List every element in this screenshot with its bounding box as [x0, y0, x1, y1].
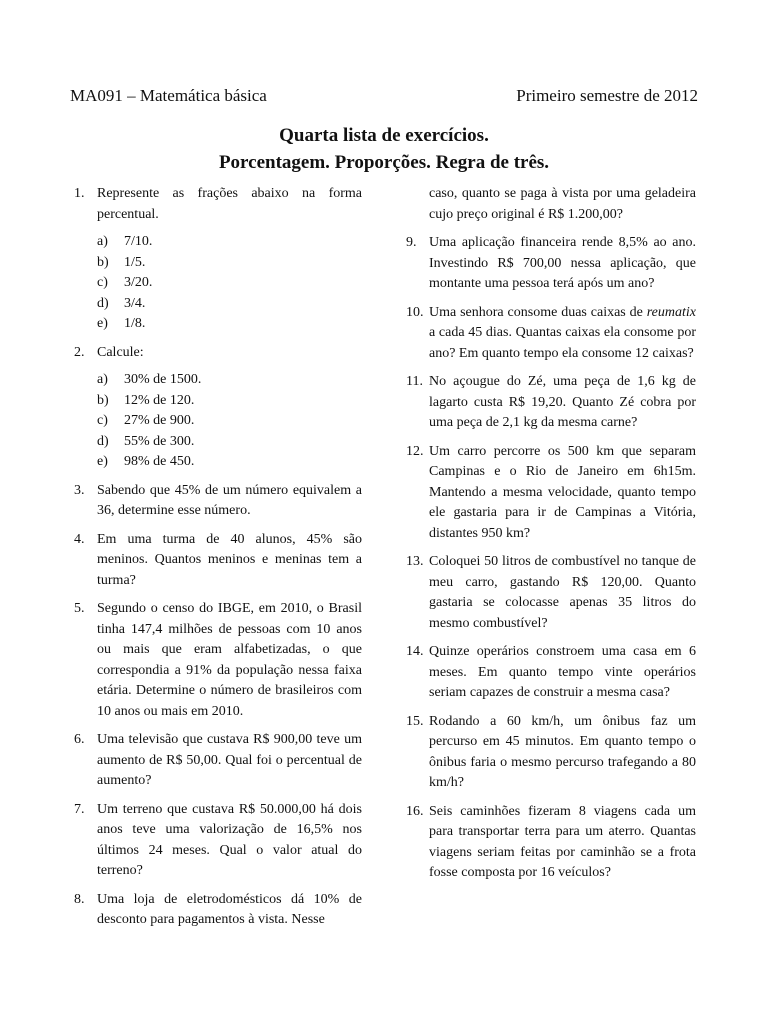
- exercise-6: [74, 730, 362, 792]
- exercise-number: 4.: [74, 531, 85, 547]
- exercise-14: [406, 642, 696, 704]
- sub-item: d) 3/4.: [97, 295, 146, 311]
- exercise-text: Uma aplicação financeira rende 8,5% ao ano. Investindo R$ 700,00 nessa aplicação, que montante uma pessoa terá após um ano?: [429, 235, 696, 291]
- exercise-number: 1.: [74, 186, 85, 201]
- sub-list: [97, 232, 362, 335]
- exercise-2: [74, 343, 362, 473]
- exercise-text: Em uma turma de 40 alunos, 45% são meninos. Quantos meninos e meninas tem a turma?: [97, 531, 362, 588]
- sub-item: a) 30% de 1500.: [97, 372, 202, 387]
- exercise-text: Seis caminhões fizeram 8 viagens cada um para transportar terra para um aterro. Quantas viagens seriam feitas por caminhão se a frota fosse composta por 16 veículos?: [429, 803, 696, 880]
- exercise-15: [406, 712, 696, 794]
- exercise-number: 5.: [74, 601, 85, 616]
- semester: Primeiro semestre de 2012: [516, 86, 698, 105]
- exercise-text: Represente as frações abaixo na forma percentual.: [97, 186, 362, 222]
- exercise-number: 7.: [74, 801, 85, 817]
- exercise-5: [74, 599, 362, 722]
- sub-list: [97, 370, 362, 473]
- title-line-1: Quarta lista de exercícios.: [279, 125, 489, 146]
- exercise-4: [74, 530, 362, 592]
- exercise-number: 12.: [406, 443, 424, 459]
- exercise-text: Quinze operários constroem uma casa em 6 meses. Em quanto tempo vinte operários seriam capazes de construir a mesma casa?: [429, 644, 696, 700]
- exercise-number: 13.: [406, 554, 424, 569]
- page-header: [70, 86, 698, 106]
- exercise-16: [406, 802, 696, 884]
- sub-item: b) 1/5.: [97, 254, 146, 270]
- exercise-number: 3.: [74, 482, 85, 498]
- exercise-text: Rodando a 60 km/h, um ônibus faz um percurso em 45 minutos. Em quanto tempo o ônibus faria o mesmo percurso trafegando a 80 km/h?: [429, 713, 696, 790]
- exercise-8-continuation: caso, quanto se paga à vista por uma geladeira cujo preço original é R$ 1.200,00?: [429, 186, 696, 222]
- sub-item: e) 98% de 450.: [97, 454, 195, 469]
- sub-item: a) 7/10.: [97, 234, 153, 249]
- sub-item: e) 1/8.: [97, 316, 146, 331]
- exercise-text: Coloquei 50 litros de combustível no tanque de meu carro, gastando R$ 120,00. Quanto gastaria se colocasse apenas 35 litros do mesmo combustível?: [429, 554, 696, 631]
- exercise-8: [74, 890, 362, 931]
- exercise-text: Um carro percorre os 500 km que separam Campinas e o Rio de Janeiro em 6h15m. Mantendo a mesma velocidade, quanto tempo ele gastaria para ir de Campinas a Vitória, distantes 950 km?: [429, 443, 696, 541]
- exercise-1: [74, 184, 362, 335]
- exercise-text: Calcule:: [97, 344, 144, 360]
- exercise-7: [74, 800, 362, 882]
- sub-item: c) 27% de 900.: [97, 413, 195, 428]
- product-name: reumatix: [646, 304, 696, 320]
- exercise-text: Sabendo que 45% de um número equivalem a 36, determine esse número.: [97, 482, 362, 518]
- exercise-text: No açougue do Zé, uma peça de 1,6 kg de lagarto custa R$ 19,20. Quanto Zé cobra por uma peça de 2,1 kg da mesma carne?: [429, 374, 696, 430]
- exercise-number: 16.: [406, 803, 424, 819]
- exercise-text: Uma loja de eletrodomésticos dá 10% de desconto para pagamentos à vista. Nesse: [97, 891, 362, 927]
- exercise-number: 14.: [406, 644, 424, 659]
- sub-item: c) 3/20.: [97, 275, 153, 290]
- sub-item: d) 55% de 300.: [97, 433, 195, 449]
- title-line-2: Porcentagem. Proporções. Regra de três.: [218, 152, 550, 173]
- exercise-text: Uma televisão que custava R$ 900,00 teve um aumento de R$ 50,00. Qual foi o percentual de aumento?: [97, 732, 362, 788]
- exercise-number: 2.: [74, 344, 85, 360]
- exercise-number: 6.: [74, 732, 85, 747]
- exercise-3: [74, 481, 362, 522]
- exercise-10: [406, 303, 696, 365]
- exercise-text: Uma senhora consome duas caixas de reumatix a cada 45 dias. Quantas caixas ela consome por ano? Em quanto tempo ela consome 12 caixas?: [429, 304, 696, 361]
- exercise-9: [406, 233, 696, 295]
- exercise-number: 11.: [406, 374, 423, 389]
- exercise-number: 15.: [406, 713, 424, 729]
- exercise-text: Um terreno que custava R$ 50.000,00 há dois anos teve uma valorização de 16,5% nos últimos 24 meses. Qual o valor atual do terreno?: [97, 801, 362, 878]
- exercise-text: Segundo o censo do IBGE, em 2010, o Brasil tinha 147,4 milhões de pessoas com 10 anos ou mais que eram alfabetizadas, o que correspondia a 91% da população nessa faixa etária. Determine o número de brasileiros com 10 anos ou mais em 2010.: [97, 601, 362, 719]
- exercise-number: 9.: [406, 235, 417, 250]
- exercise-number: 8.: [74, 891, 85, 907]
- exercise-number: 10.: [406, 304, 424, 320]
- course-name: MA091 – Matemática básica: [70, 86, 267, 105]
- right-column: [406, 184, 696, 892]
- exercise-12: [406, 442, 696, 545]
- sub-item: b) 12% de 120.: [97, 392, 195, 408]
- exercise-13: [406, 552, 696, 634]
- left-column: [74, 184, 362, 939]
- page-title: [0, 122, 768, 176]
- exercise-11: [406, 372, 696, 434]
